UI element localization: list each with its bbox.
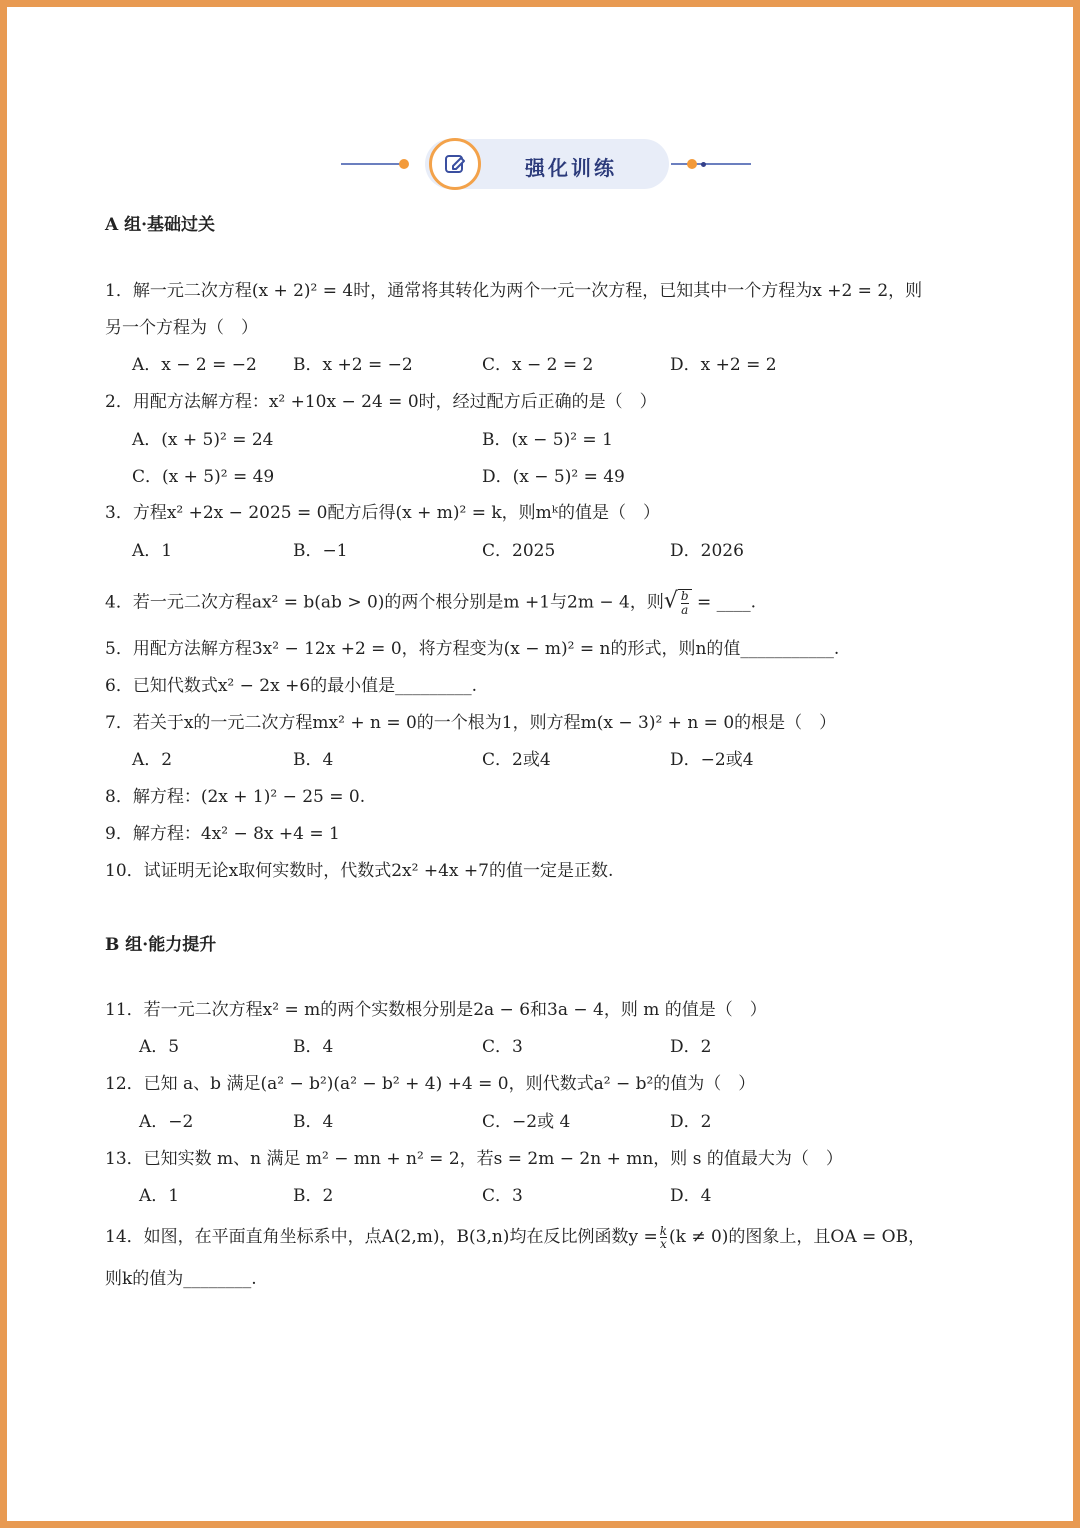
q14-line1 [105,1225,925,1250]
q14-suffix: (k ≠ 0)的图象上，且OA = OB， [668,1227,926,1247]
section-header-banner [337,135,757,193]
q11-option-a: A．5 [139,1037,180,1057]
q6-stem: 6．已知代数式x² − 2x +6的最小值是_________. [105,676,478,696]
q1-option-a: A．x − 2 = −2 [132,355,257,375]
q3-option-d: D．2026 [670,541,744,561]
q12-option-b: B．4 [293,1112,334,1132]
q11-stem: 11．若一元二次方程x² = m的两个实数根分别是2a − 6和3a − 4，则 m 的值是（ ） [105,1000,767,1020]
q1-option-d: D．x +2 = 2 [670,355,777,375]
section-a-title: A 组·基础过关 [105,215,216,235]
q9-stem: 9．解方程：4x² − 8x +4 = 1 [105,824,340,844]
q4-suffix: = ____. [691,592,757,613]
q4-prefix: 4．若一元二次方程ax² = b(ab > 0)的两个根分别是m +1与2m − 4，则 [105,592,664,613]
header-title: 强化训练 [525,156,617,180]
q12-option-c: C．−2或 4 [482,1112,571,1132]
q7-option-a: A．2 [132,750,173,770]
q13-option-a: A．1 [139,1186,180,1206]
q11-option-b: B．4 [293,1037,334,1057]
q2-option-b: B．(x − 5)² = 1 [482,430,613,450]
q5-stem: 5．用配方法解方程3x² − 12x +2 = 0，将方程变为(x − m)² = n的形式，则n的值___________. [105,639,840,659]
q11-option-c: C．3 [482,1037,523,1057]
header-left-dot [399,159,409,169]
q11-option-d: D．2 [670,1037,712,1057]
q4-sqrt-num: b [680,589,689,603]
header-right-dot [687,159,697,169]
q13-option-c: C．3 [482,1186,523,1206]
q2-option-d: D．(x − 5)² = 49 [482,467,625,487]
q2-option-a: A．(x + 5)² = 24 [132,430,274,450]
q12-stem: 12．已知 a、b 满足(a² − b²)(a² − b² + 4) +4 = 0，则代数式a² − b²的值为（ ） [105,1074,756,1094]
q1-option-c: C．x − 2 = 2 [482,355,594,375]
q7-stem: 7．若关于x的一元二次方程mx² + n = 0的一个根为1，则方程m(x − 3)² + n = 0的根是（ ） [105,713,837,733]
q8-stem: 8．解方程：(2x + 1)² − 25 = 0. [105,787,366,807]
q14-fraction [658,1225,669,1250]
q1-line1: 1．解一元二次方程(x + 2)² = 4时，通常将其转化为两个一元一次方程，已知其中一个方程为x +2 = 2，则 [105,281,923,301]
q7-option-d: D．−2或4 [670,750,754,770]
q2-option-c: C．(x + 5)² = 49 [132,467,275,487]
q13-option-b: B．2 [293,1186,334,1206]
header-icon-circle [429,138,481,190]
edit-icon [443,152,467,176]
q14-frac-den: x [659,1237,667,1251]
q10-stem: 10．试证明无论x取何实数时，代数式2x² +4x +7的值一定是正数. [105,861,614,881]
section-b-title: B 组·能力提升 [105,935,217,955]
header-right-small-dot [701,162,706,167]
q1-option-b: B．x +2 = −2 [293,355,413,375]
q3-stem: 3．方程x² +2x − 2025 = 0配方后得(x + m)² = k，则mᵏ的值是（ ） [105,503,660,523]
q1-line2: 另一个方程为（ ） [105,318,258,338]
q3-option-b: B．−1 [293,541,348,561]
q14-frac-num: k [659,1224,667,1238]
q12-option-d: D．2 [670,1112,712,1132]
q7-option-b: B．4 [293,750,334,770]
q7-option-c: C．2或4 [482,750,551,770]
q4-stem [105,589,756,617]
header-left-line [341,163,403,165]
q12-option-a: A．−2 [139,1112,194,1132]
q14-prefix: 14．如图，在平面直角坐标系中，点A(2,m)，B(3,n)均在反比例函数y = [105,1227,658,1247]
q4-sqrt-den: a [681,603,689,617]
q4-sqrt-fraction [678,589,692,617]
header-right-line [671,163,751,165]
q13-stem: 13．已知实数 m、n 满足 m² − mn + n² = 2，若s = 2m − 2n + mn，则 s 的值最大为（ ） [105,1149,843,1169]
q13-option-d: D．4 [670,1186,712,1206]
q2-stem: 2．用配方法解方程：x² +10x − 24 = 0时，经过配方后正确的是（ ） [105,392,657,412]
q14-line2: 则k的值为________. [105,1269,257,1289]
q3-option-c: C．2025 [482,541,556,561]
q3-option-a: A．1 [132,541,173,561]
q4-sqrt-symbol: √ [663,588,678,614]
